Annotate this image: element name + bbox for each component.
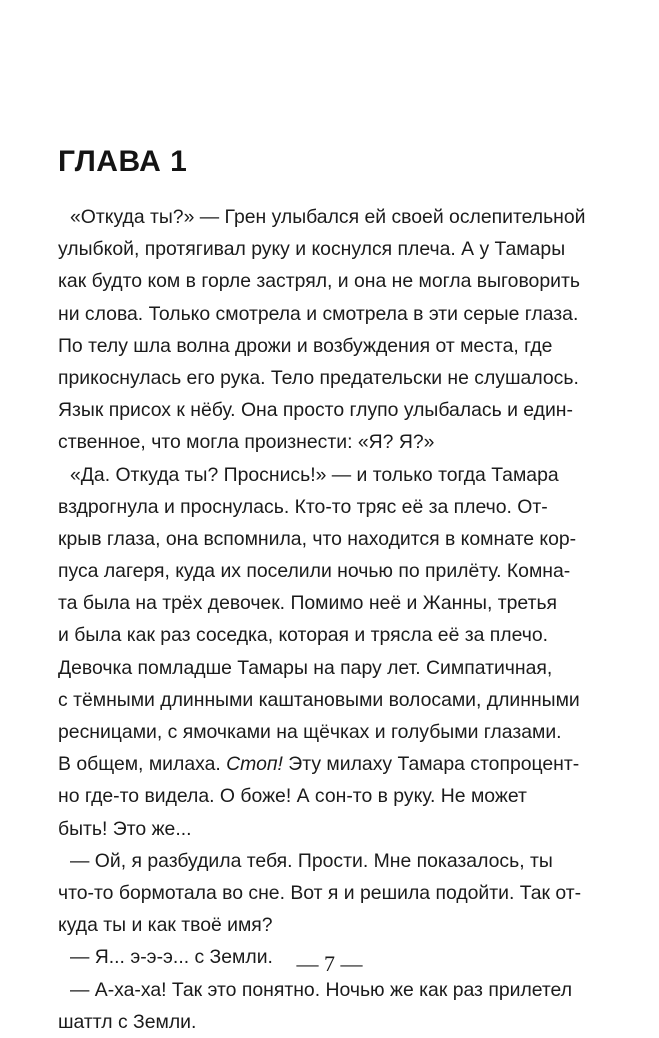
text-line-content: с тёмными длинными каштановыми волосами, длинными [58, 688, 580, 711]
text-line-content: ственное, что могла произнести: «Я? Я?» [58, 431, 435, 454]
text-line-content: та была на трёх девочек. Помимо неё и Жанны, третья [58, 592, 558, 615]
text-line-content: пуса лагеря, куда их поселили ночью по прилёту. Комна- [58, 560, 571, 583]
text-line [58, 684, 590, 716]
text-line [58, 780, 590, 812]
text-line-content: вздрогнула и проснулась. Кто-то тряс её за плечо. От- [58, 495, 548, 518]
text-line-content: шаттл с Земли. [58, 1010, 197, 1033]
italic-emphasis: Стоп! [226, 753, 283, 776]
text-line-content: но где-то видела. О боже! А сон-то в руку. Не может [58, 785, 527, 808]
text-line-content: «Откуда ты?» — Грен улыбался ей своей ослепительной [70, 206, 586, 228]
text-line-content: — Ой, я разбудила тебя. Прости. Мне показалось, ты [70, 849, 553, 872]
text-line [58, 587, 590, 619]
text-line-content: — А-ха-ха! Так это понятно. Ночью же как раз прилетел [70, 978, 573, 1001]
text-line [58, 523, 590, 555]
text-line [58, 716, 590, 748]
page-number: — 7 — [296, 951, 363, 976]
text-line [58, 426, 590, 458]
text-line-content: и была как раз соседка, которая и трясла её за плечо. [58, 624, 549, 647]
text-line-content: ни слова. Только смотрела и смотрела в эти серые глаза. [58, 302, 579, 325]
text-line [58, 845, 590, 877]
text-line [58, 362, 590, 394]
text-line-content: — Я... э-э-э... с Земли. [70, 946, 273, 969]
text-line [58, 813, 590, 845]
text-line [58, 974, 590, 1006]
text-line-content: прикоснулась его рука. Тело предательски не слушалось. [58, 366, 579, 389]
text-line [58, 748, 590, 780]
text-line-content: быть! Это же... [58, 817, 192, 840]
text-line-content: «Да. Откуда ты? Проснись!» — и только тогда Тамара [70, 463, 559, 486]
text-line [58, 459, 590, 491]
text-line-content: что-то бормотала во сне. Вот я и решила подойти. Так от- [58, 881, 582, 904]
text-line-content: ресницами, с ямочками на щёчках и голубыми глазами. [58, 721, 562, 743]
text-line-content: куда ты и как твоё имя? [58, 914, 273, 937]
text-line [58, 265, 590, 297]
text-line [58, 298, 590, 330]
text-line-content: Язык присох к нёбу. Она просто глупо улыбалась и един- [58, 399, 573, 422]
text-line-content: улыбкой, протягивал руку и коснулся плеча. А у Тамары [58, 238, 566, 261]
body-text [58, 201, 590, 1038]
text-line [58, 491, 590, 523]
text-line-content: По телу шла волна дрожи и возбуждения от места, где [58, 334, 553, 357]
text-line-content: крыв глаза, она вспомнила, что находится в комнате кор- [58, 527, 577, 550]
text-line-content: Девочка помладше Тамары на пару лет. Симпатичная, [58, 656, 553, 679]
text-line [58, 652, 590, 684]
chapter-title: ГЛАВА 1 [58, 145, 188, 178]
text-line [58, 233, 590, 265]
text-line [58, 330, 590, 362]
text-line [58, 619, 590, 651]
text-line-content: как будто ком в горле застрял, и она не могла выговорить [58, 270, 580, 293]
text-line [58, 877, 590, 909]
text-line-continuation: Эту милаху Тамара стопроцент- [282, 753, 580, 776]
text-line [58, 201, 590, 233]
text-line [58, 909, 590, 941]
text-line [58, 555, 590, 587]
text-line-content: В общем, милаха. [58, 753, 227, 776]
text-line [58, 394, 590, 426]
text-line [58, 1006, 590, 1038]
